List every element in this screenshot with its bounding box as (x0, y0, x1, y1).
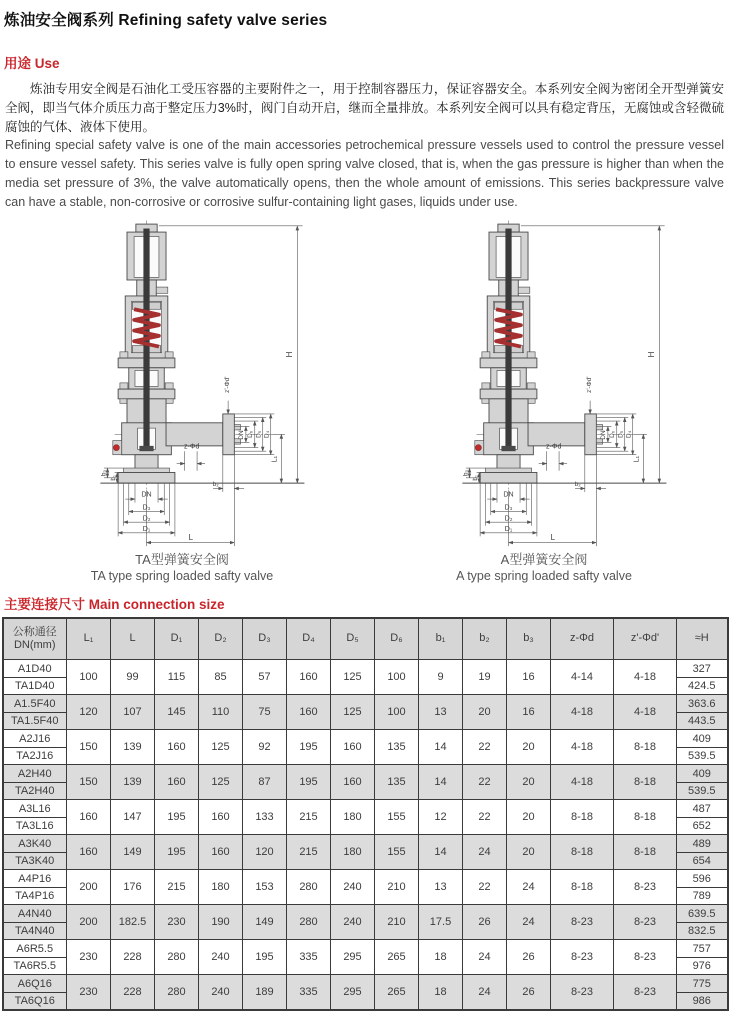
ta-caption-zh: TA型弹簧安全阀 (135, 552, 229, 568)
model-cell: A2J16 (3, 730, 67, 748)
label-b2: b₂ (212, 481, 219, 489)
size-section-heading: 主要连接尺寸 Main connection size (4, 597, 225, 613)
value-cell: 215 (155, 870, 199, 905)
value-cell: 182.5 (111, 905, 155, 940)
label-D3: D₃ (504, 503, 513, 512)
h-value-cell: 757 (677, 940, 728, 958)
model-cell: A4P16 (3, 870, 67, 888)
value-cell: 195 (287, 730, 331, 765)
label-L: L (550, 533, 556, 543)
value-cell: 99 (111, 660, 155, 695)
value-cell: 280 (287, 905, 331, 940)
table-body (3, 660, 728, 1011)
value-cell: 195 (243, 940, 287, 975)
value-cell: 4-18 (551, 695, 614, 730)
value-cell: 200 (67, 870, 111, 905)
value-cell: 100 (375, 695, 419, 730)
value-cell: 280 (287, 870, 331, 905)
page-title: 炼油安全阀系列 Refining safety valve series (4, 12, 328, 29)
drain-plug-dot (113, 445, 119, 451)
value-cell: 135 (375, 765, 419, 800)
model-cell: A1D40 (3, 660, 67, 678)
h-value-cell: 639.5 (677, 905, 728, 923)
header-col: D₁ (155, 618, 199, 660)
h-value-cell: 986 (677, 992, 728, 1010)
h-value-cell: 976 (677, 957, 728, 975)
label-D2: D₂ (504, 514, 513, 523)
table-header (3, 618, 728, 660)
header-col: z'-Φd' (614, 618, 677, 660)
h-value-cell: 652 (677, 817, 728, 835)
model-cell: A6Q16 (3, 975, 67, 993)
value-cell: 20 (507, 765, 551, 800)
value-cell: 160 (287, 695, 331, 730)
a-valve-caption (376, 549, 712, 583)
value-cell: 4-14 (551, 660, 614, 695)
model-cell: TA1D40 (3, 677, 67, 695)
value-cell: 149 (111, 835, 155, 870)
value-cell: 195 (155, 835, 199, 870)
value-cell: 180 (331, 835, 375, 870)
value-cell: 22 (463, 730, 507, 765)
model-cell: A6R5.5 (3, 940, 67, 958)
h-value-cell: 327 (677, 660, 728, 678)
value-cell: 12 (419, 800, 463, 835)
label-z-prime-phi-d: z'-Φd' (586, 376, 594, 394)
value-cell: 125 (331, 660, 375, 695)
value-cell: 155 (375, 800, 419, 835)
use-paragraph-en: Refining special safety valve is one of the main accessories petrochemical pressure vessels used to control the pressure vessel to ensure vessel safety. This series valve is fully open spring valve closed, that is, when the gas pressure is higher than when the media set pressure of 3%, the valve automatically opens, then the whole amount of emissions. This series backpressure valve can have a stable, non-corrosive or corrosive sulfur-containing light gases, liquids under use. (5, 138, 724, 209)
valve-stem-lower (505, 387, 511, 449)
h-value-cell: 775 (677, 975, 728, 993)
valve-cross-section-drawing (384, 217, 704, 547)
value-cell: 17.5 (419, 905, 463, 940)
value-cell: 22 (463, 800, 507, 835)
label-D6: D₆ (247, 430, 255, 439)
value-cell: 57 (243, 660, 287, 695)
value-cell: 20 (507, 730, 551, 765)
value-cell: 8-23 (614, 940, 677, 975)
label-D5: D₅ (255, 431, 263, 439)
a-valve-drawing-slot (376, 217, 712, 547)
model-cell: TA1.5F40 (3, 712, 67, 730)
header-col: b₃ (507, 618, 551, 660)
value-cell: 8-23 (551, 905, 614, 940)
value-cell: 8-18 (551, 835, 614, 870)
value-cell: 120 (67, 695, 111, 730)
value-cell: 8-18 (551, 870, 614, 905)
value-cell: 295 (331, 940, 375, 975)
value-cell: 115 (155, 660, 199, 695)
value-cell: 20 (507, 800, 551, 835)
label-z-phi-d: z-Φd (546, 442, 562, 451)
use-paragraph-zh: 炼油专用安全阀是石油化工受压容器的主要附件之一，用于控制容器压力，保证容器安全。本系列安全阀为密闭全开型弹簧安全阀，即当气体介质压力高于整定压力3%时，阀门自动开启，继而全量排放。本系列安全阀可以具有稳定背压，无腐蚀或含轻微硫腐蚀的气体、液体下使用。 (5, 82, 724, 134)
valve-body (118, 224, 240, 483)
value-cell: 14 (419, 835, 463, 870)
label-D4: D₄ (263, 430, 271, 439)
value-cell: 92 (243, 730, 287, 765)
value-cell: 139 (111, 730, 155, 765)
label-DN-prime: DN' (600, 429, 608, 440)
h-value-cell: 596 (677, 870, 728, 888)
label-b2: b₂ (574, 481, 581, 489)
value-cell: 125 (199, 730, 243, 765)
value-cell: 160 (155, 730, 199, 765)
model-cell: A3L16 (3, 800, 67, 818)
value-cell: 155 (375, 835, 419, 870)
value-cell: 195 (155, 800, 199, 835)
model-cell: A2H40 (3, 765, 67, 783)
label-b1: b₁ (472, 475, 480, 481)
valve-stem-lower (143, 387, 149, 449)
value-cell: 230 (155, 905, 199, 940)
value-cell: 8-23 (551, 975, 614, 1011)
value-cell: 13 (419, 870, 463, 905)
value-cell: 87 (243, 765, 287, 800)
valve-disc (139, 446, 153, 451)
value-cell: 19 (463, 660, 507, 695)
value-cell: 24 (463, 835, 507, 870)
h-value-cell: 443.5 (677, 712, 728, 730)
header-col: D₆ (375, 618, 419, 660)
h-value-cell: 363.6 (677, 695, 728, 713)
value-cell: 150 (67, 730, 111, 765)
value-cell: 18 (419, 975, 463, 1011)
value-cell: 280 (155, 940, 199, 975)
value-cell: 135 (375, 730, 419, 765)
value-cell: 180 (331, 800, 375, 835)
label-b3: b₃ (100, 470, 108, 477)
value-cell: 240 (199, 975, 243, 1011)
value-cell: 20 (463, 695, 507, 730)
model-cell: TA6R5.5 (3, 957, 67, 975)
value-cell: 14 (419, 765, 463, 800)
value-cell: 8-18 (551, 800, 614, 835)
value-cell: 265 (375, 975, 419, 1011)
model-cell: TA6Q16 (3, 992, 67, 1010)
value-cell: 240 (331, 905, 375, 940)
model-cell: TA3K40 (3, 852, 67, 870)
label-D4: D₄ (625, 430, 633, 439)
value-cell: 14 (419, 730, 463, 765)
value-cell: 145 (155, 695, 199, 730)
label-H: H (647, 351, 656, 358)
h-value-cell: 409 (677, 730, 728, 748)
ta-valve-caption (14, 549, 350, 583)
value-cell: 8-18 (614, 730, 677, 765)
use-section-heading: 用途 Use (4, 56, 60, 71)
header-col: b₂ (463, 618, 507, 660)
value-cell: 16 (507, 660, 551, 695)
label-z-prime-phi-d: z'-Φd' (224, 376, 232, 394)
value-cell: 160 (331, 765, 375, 800)
label-D5: D₅ (617, 431, 625, 439)
h-value-cell: 539.5 (677, 747, 728, 765)
value-cell: 8-18 (614, 765, 677, 800)
value-cell: 4-18 (614, 695, 677, 730)
value-cell: 125 (331, 695, 375, 730)
value-cell: 200 (67, 905, 111, 940)
value-cell: 24 (463, 975, 507, 1011)
label-z-phi-d: z-Φd (184, 442, 200, 451)
model-cell: A1.5F40 (3, 695, 67, 713)
value-cell: 190 (199, 905, 243, 940)
value-cell: 24 (507, 870, 551, 905)
value-cell: 26 (507, 975, 551, 1011)
header-col: D₄ (287, 618, 331, 660)
value-cell: 100 (375, 660, 419, 695)
value-cell: 120 (243, 835, 287, 870)
h-value-cell: 789 (677, 887, 728, 905)
model-cell: A4N40 (3, 905, 67, 923)
value-cell: 280 (155, 975, 199, 1011)
value-cell: 22 (463, 870, 507, 905)
h-value-cell: 832.5 (677, 922, 728, 940)
value-cell: 8-23 (614, 975, 677, 1011)
value-cell: 228 (111, 940, 155, 975)
model-cell: TA3L16 (3, 817, 67, 835)
label-b1: b₁ (110, 475, 118, 481)
drain-plug-dot (475, 445, 481, 451)
value-cell: 147 (111, 800, 155, 835)
h-value-cell: 487 (677, 800, 728, 818)
value-cell: 8-23 (551, 940, 614, 975)
value-cell: 26 (507, 940, 551, 975)
value-cell: 4-18 (614, 660, 677, 695)
ta-valve-drawing-slot (14, 217, 350, 547)
value-cell: 230 (67, 975, 111, 1011)
value-cell: 215 (287, 835, 331, 870)
model-cell: TA2J16 (3, 747, 67, 765)
value-cell: 22 (463, 765, 507, 800)
value-cell: 160 (155, 765, 199, 800)
valve-stem (505, 229, 511, 387)
value-cell: 240 (199, 940, 243, 975)
ta-valve-figure (14, 217, 350, 583)
value-cell: 189 (243, 975, 287, 1011)
label-D1: D₁ (504, 525, 513, 534)
value-cell: 100 (67, 660, 111, 695)
valve-body (480, 224, 602, 483)
model-cell: TA2H40 (3, 782, 67, 800)
value-cell: 160 (199, 800, 243, 835)
header-col: L₁ (67, 618, 111, 660)
value-cell: 228 (111, 975, 155, 1011)
h-value-cell: 489 (677, 835, 728, 853)
label-DN-prime: DN' (238, 429, 246, 440)
model-cell: TA4P16 (3, 887, 67, 905)
valve-diagrams (0, 211, 730, 583)
value-cell: 26 (463, 905, 507, 940)
value-cell: 195 (287, 765, 331, 800)
value-cell: 160 (67, 835, 111, 870)
label-D1: D₁ (142, 525, 151, 534)
value-cell: 75 (243, 695, 287, 730)
value-cell: 9 (419, 660, 463, 695)
value-cell: 160 (331, 730, 375, 765)
value-cell: 107 (111, 695, 155, 730)
label-L1: L₁ (632, 456, 641, 463)
value-cell: 133 (243, 800, 287, 835)
value-cell: 24 (507, 905, 551, 940)
value-cell: 139 (111, 765, 155, 800)
h-value-cell: 539.5 (677, 782, 728, 800)
h-value-cell: 654 (677, 852, 728, 870)
ta-caption-en: TA type spring loaded safty valve (90, 569, 274, 584)
value-cell: 335 (287, 940, 331, 975)
value-cell: 24 (463, 940, 507, 975)
value-cell: 20 (507, 835, 551, 870)
label-b3: b₃ (462, 470, 470, 477)
valve-stem (143, 229, 149, 387)
value-cell: 149 (243, 905, 287, 940)
h-value-cell: 424.5 (677, 677, 728, 695)
value-cell: 4-18 (551, 765, 614, 800)
valve-disc (501, 446, 515, 451)
header-col: b₁ (419, 618, 463, 660)
value-cell: 210 (375, 870, 419, 905)
header-col: D₃ (243, 618, 287, 660)
value-cell: 85 (199, 660, 243, 695)
header-col: z-Φd (551, 618, 614, 660)
value-cell: 265 (375, 940, 419, 975)
a-valve-figure (376, 217, 712, 583)
valve-cross-section-drawing (22, 217, 342, 547)
value-cell: 16 (507, 695, 551, 730)
value-cell: 153 (243, 870, 287, 905)
value-cell: 8-23 (614, 870, 677, 905)
value-cell: 230 (67, 940, 111, 975)
value-cell: 8-18 (614, 800, 677, 835)
value-cell: 215 (287, 800, 331, 835)
model-cell: A3K40 (3, 835, 67, 853)
value-cell: 18 (419, 940, 463, 975)
value-cell: 4-18 (551, 730, 614, 765)
connection-size-table (2, 617, 729, 1011)
value-cell: 240 (331, 870, 375, 905)
value-cell: 8-23 (614, 905, 677, 940)
label-H: H (284, 351, 294, 358)
value-cell: 160 (199, 835, 243, 870)
value-cell: 335 (287, 975, 331, 1011)
label-D2: D₂ (142, 514, 151, 523)
value-cell: 295 (331, 975, 375, 1011)
value-cell: 150 (67, 765, 111, 800)
value-cell: 210 (375, 905, 419, 940)
label-L1: L₁ (270, 456, 279, 463)
label-DN: DN (503, 490, 514, 499)
label-D3: D₃ (142, 503, 151, 512)
a-caption-zh: A型弹簧安全阀 (500, 552, 588, 568)
value-cell: 160 (287, 660, 331, 695)
label-DN: DN (141, 490, 152, 499)
label-L: L (188, 533, 194, 543)
header-col: ≈H (677, 618, 728, 660)
value-cell: 125 (199, 765, 243, 800)
label-D6: D₆ (609, 430, 617, 439)
header-dn: 公称通径 DN(mm) (3, 618, 67, 660)
value-cell: 160 (67, 800, 111, 835)
value-cell: 180 (199, 870, 243, 905)
value-cell: 13 (419, 695, 463, 730)
header-col: D₅ (331, 618, 375, 660)
h-value-cell: 409 (677, 765, 728, 783)
header-col: D₂ (199, 618, 243, 660)
value-cell: 176 (111, 870, 155, 905)
header-col: L (111, 618, 155, 660)
value-cell: 110 (199, 695, 243, 730)
a-caption-en: A type spring loaded safty valve (456, 569, 632, 584)
model-cell: TA4N40 (3, 922, 67, 940)
value-cell: 8-18 (614, 835, 677, 870)
